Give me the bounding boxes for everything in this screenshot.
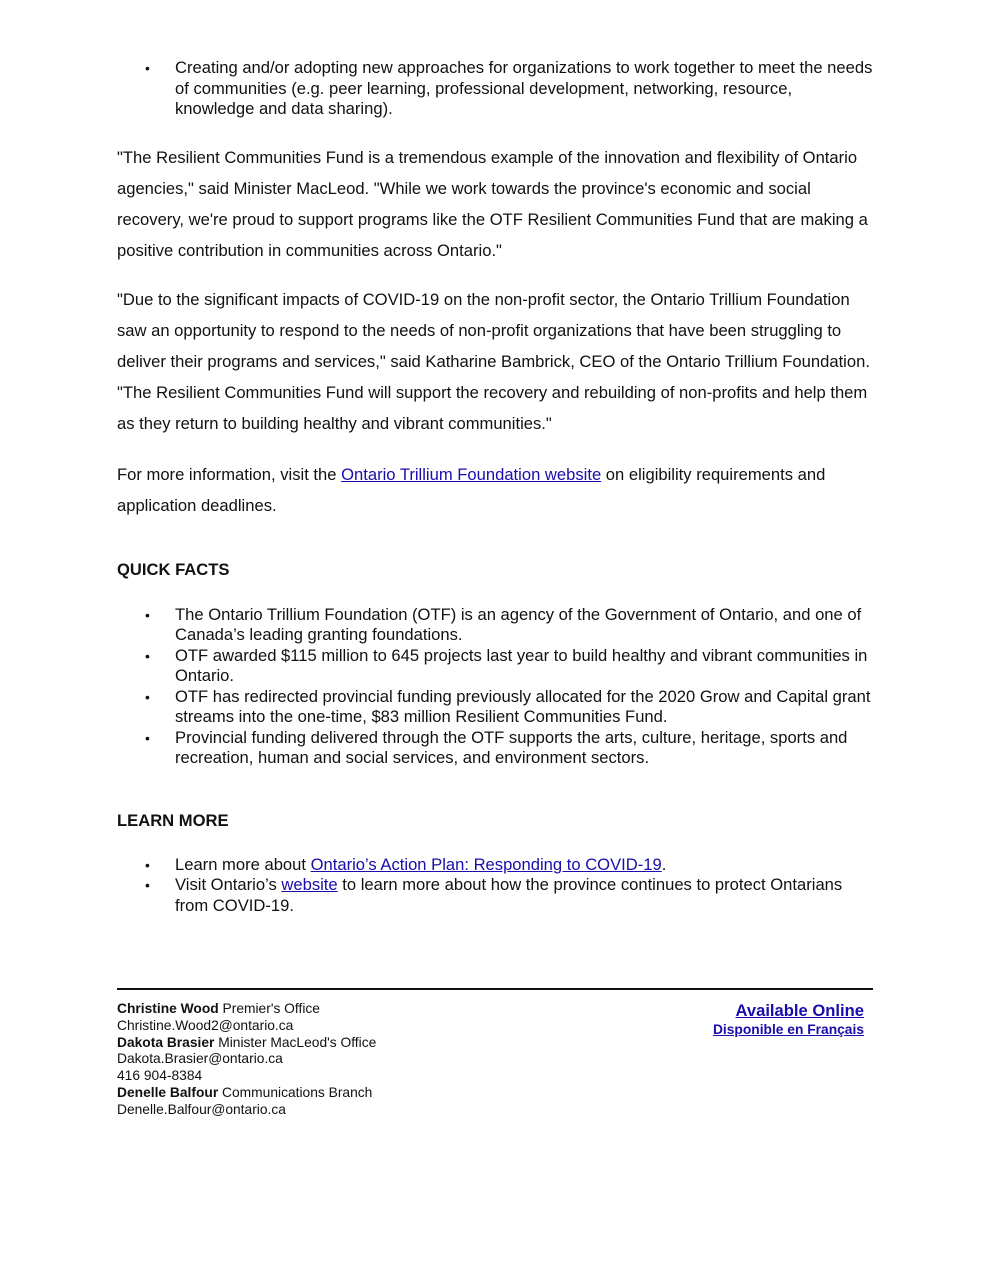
bullet-icon: • [145, 877, 150, 893]
fact-text: OTF awarded $115 million to 645 projects last year to build healthy and vibrant communities in Ontario. [175, 645, 868, 685]
more-info-after: on eligibility requirements and application deadlines. [117, 464, 826, 515]
quick-facts-heading: QUICK FACTS [117, 559, 230, 579]
contact-phone: 416 904-8384 [117, 1068, 203, 1084]
contact-office: Minister MacLeod's Office [214, 1034, 377, 1050]
contact-line [117, 1001, 376, 1018]
list-item [117, 855, 873, 876]
quick-facts-list [117, 605, 873, 769]
bullet-icon: • [145, 856, 150, 873]
list-item [117, 728, 873, 769]
list-item [117, 646, 873, 687]
learn-text-before: Learn more about [175, 854, 311, 874]
list-item [117, 875, 873, 916]
fact-text: OTF has redirected provincial funding previously allocated for the 2020 Grow and Capital grant streams into the one-time, $83 million Resilient Communities Fund. [175, 686, 871, 726]
contact-email: Dakota.Brasier@ontario.ca [117, 1051, 283, 1067]
contact-email: Denelle.Balfour@ontario.ca [117, 1101, 286, 1117]
contact-line [117, 1085, 376, 1102]
contact-name: Christine Wood [117, 1001, 219, 1016]
french-version-link[interactable]: Disponible en Français [712, 1022, 864, 1037]
learn-text-after: to learn more about how the province continues to protect Ontarians from COVID-19. [175, 875, 843, 915]
available-online-link[interactable]: Available Online [735, 1001, 864, 1020]
otf-website-link[interactable]: Ontario Trillium Foundation website [341, 464, 602, 484]
contact-office: Premier's Office [218, 1001, 320, 1016]
contacts-block [117, 1001, 376, 1119]
ceo-quote: "Due to the significant impacts of COVID-19 on the non-profit sector, the Ontario Trillium Foundation saw an opportunity to respond to the needs of non-profit organizations that have been struggling to deliver their programs and services," said Katharine Bambrick, CEO of the Ontario Trillium Foundation. "The Resilient Communities Fund will support the recovery and rebuilding of non-profits and help them as they return to building healthy and vibrant communities." [117, 289, 870, 433]
learn-more-heading: LEARN MORE [117, 810, 229, 830]
top-bullet-list [117, 58, 873, 120]
more-info-paragraph [117, 459, 873, 521]
contact-email: Christine.Wood2@ontario.ca [117, 1017, 294, 1033]
online-links [713, 1001, 864, 1039]
more-info-before: For more information, visit the [117, 464, 342, 484]
learn-more-list [117, 855, 873, 917]
bullet-icon: • [145, 688, 150, 705]
list-item [117, 58, 873, 120]
contact-office: Communications Branch [218, 1084, 373, 1100]
bullet-text: Creating and/or adopting new approaches for organizations to work together to meet the needs of communities (e.g. peer learning, professional development, networking, resource, knowledge and data sharing). [175, 58, 873, 118]
contact-name: Dakota Brasier [117, 1034, 215, 1050]
learn-text-before: Visit Ontario’s [175, 875, 282, 894]
ontario-website-link[interactable]: website [281, 875, 338, 894]
bullet-icon: • [145, 729, 150, 746]
footer-divider [117, 988, 873, 990]
minister-quote: "The Resilient Communities Fund is a tremendous example of the innovation and flexibility of Ontario agencies," said Minister MacLeod. "While we work towards the province's economic and social recovery, we're proud to support programs like the OTF Resilient Communities Fund that are making a positive contribution in communities across Ontario." [117, 147, 868, 260]
list-item [117, 605, 873, 646]
document-page [117, 0, 873, 916]
fact-text: Provincial funding delivered through the OTF supports the arts, culture, heritage, sports and recreation, human and social services, and environment sectors. [175, 727, 848, 767]
bullet-icon: • [145, 60, 150, 76]
contact-line [117, 1035, 376, 1052]
list-item [117, 687, 873, 728]
bullet-icon: • [145, 606, 150, 623]
fact-text: The Ontario Trillium Foundation (OTF) is an agency of the Government of Ontario, and one of Canada’s leading granting foundations. [175, 604, 862, 644]
bullet-icon: • [145, 647, 150, 664]
contact-name: Denelle Balfour [117, 1084, 219, 1100]
learn-text-after: . [661, 854, 667, 874]
action-plan-link[interactable]: Ontario’s Action Plan: Responding to COVID-19 [310, 854, 662, 874]
